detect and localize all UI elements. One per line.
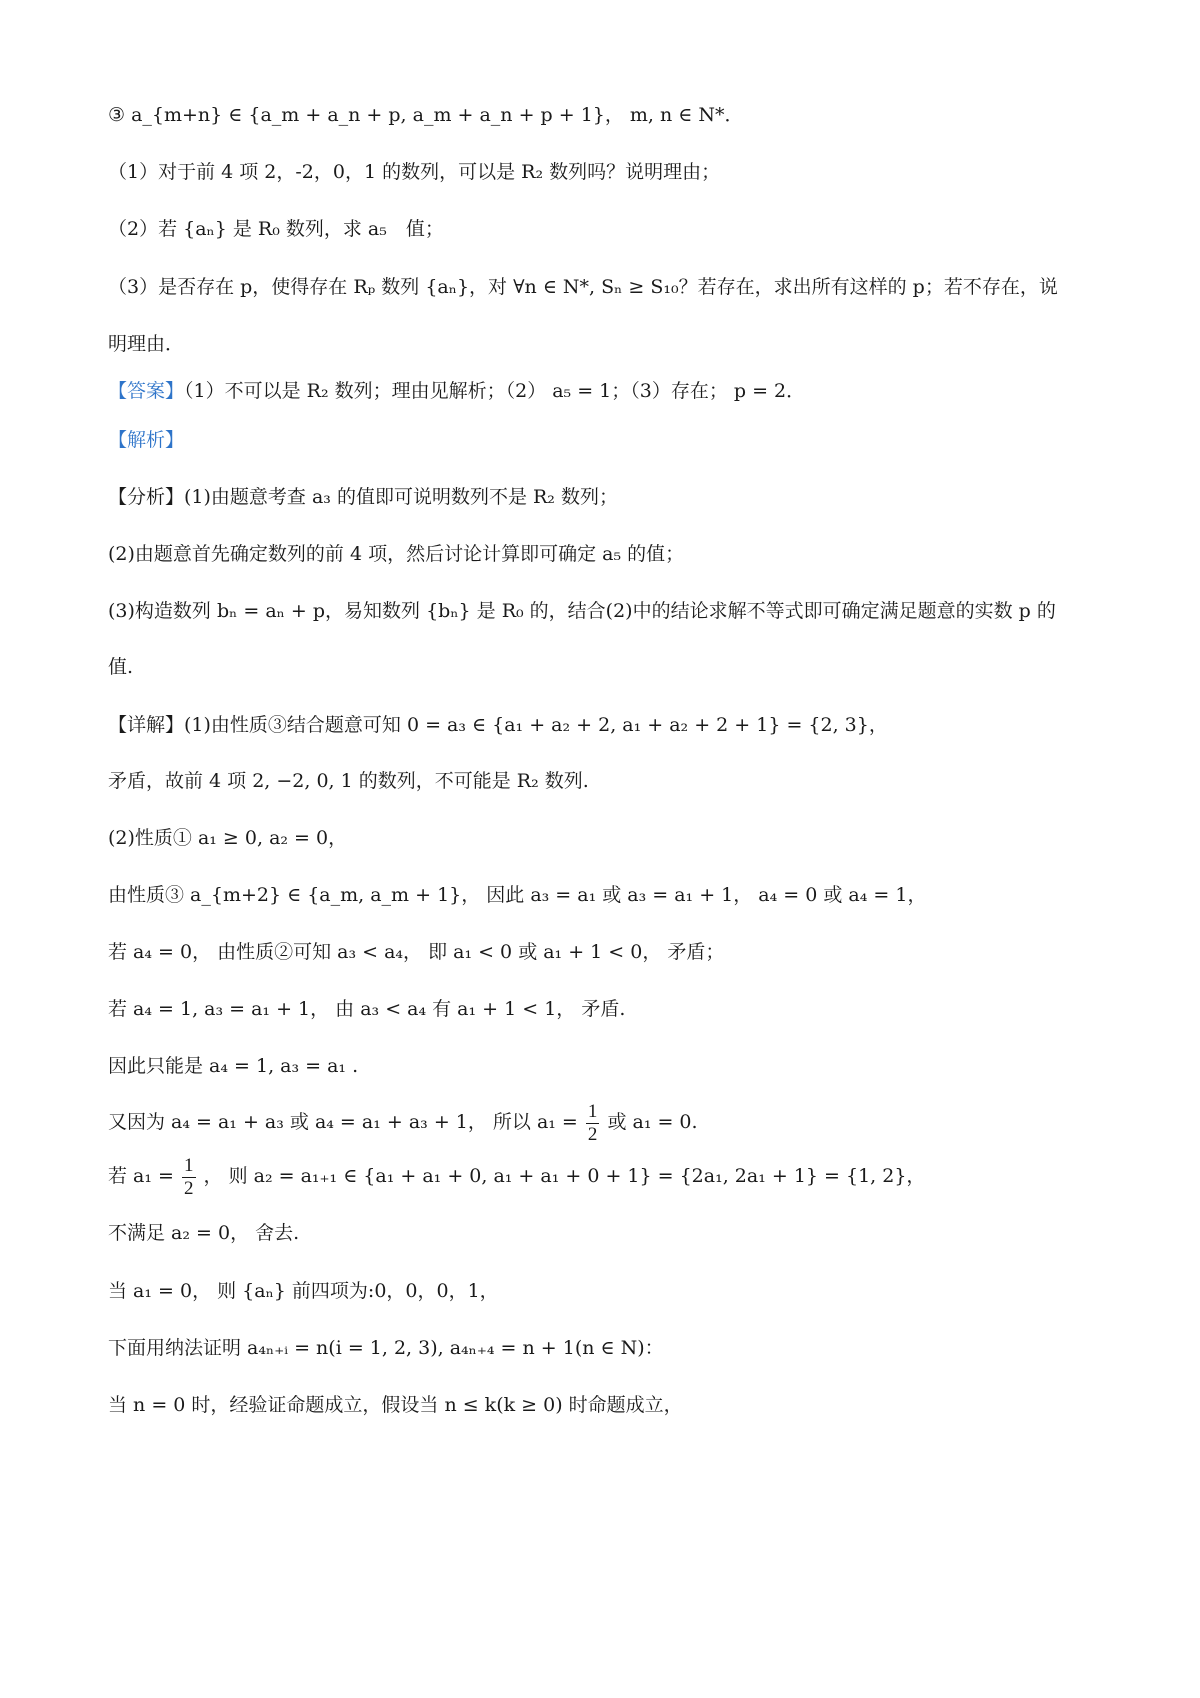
fraction-one-half bbox=[586, 1101, 600, 1146]
answer-line bbox=[108, 376, 1098, 406]
fraction-line-2-pre: 若 a₁ = bbox=[108, 1165, 174, 1187]
fraction-denominator-2: 2 bbox=[184, 1177, 194, 1199]
xiangjie-line-5: 若 a₄ = 0， 由性质②可知 a₃ < a₄， 即 a₁ < 0 或 a₁ + 1 < 0， 矛盾； bbox=[108, 941, 725, 963]
fraction-line-2 bbox=[108, 1150, 1098, 1202]
fenxi-line-1: 【分析】(1)由题意考查 a₃ 的值即可说明数列不是 R₂ 数列； bbox=[108, 486, 618, 508]
xiangjie-line-7: 因此只能是 a₄ = 1, a₃ = a₁ . bbox=[108, 1055, 359, 1077]
tail-line-2: 当 a₁ = 0， 则 {aₙ} 前四项为:0，0，0，1， bbox=[108, 1280, 499, 1302]
fenxi-line-2: (2)由题意首先确定数列的前 4 项，然后讨论计算即可确定 a₅ 的值； bbox=[108, 543, 685, 565]
fraction-line-1 bbox=[108, 1096, 1098, 1148]
question-2-line: （2）若 {aₙ} 是 R₀ 数列，求 a₅ 值； bbox=[108, 218, 444, 240]
xiangjie-line-1: 【详解】(1)由性质③结合题意可知 0 = a₃ ∈ {a₁ + a₂ + 2, a₁ + a₂ + 2 + 1} = {2, 3}， bbox=[108, 714, 888, 736]
condition-3-line: ③ a_{m+n} ∈ {a_m + a_n + p, a_m + a_n + p + 1}， m, n ∈ N*． bbox=[108, 104, 744, 126]
tail-line-3: 下面用纳法证明 a₄ₙ₊ᵢ = n(i = 1, 2, 3), a₄ₙ₊₄ = n + 1(n ∈ N)： bbox=[108, 1337, 664, 1359]
fraction-line-2-post: ， 则 a₂ = a₁₊₁ ∈ {a₁ + a₁ + 0, a₁ + a₁ + 0 + 1} = {2a₁, 2a₁ + 1} = {1, 2}， bbox=[203, 1165, 926, 1187]
question-3-continued: 明理由． bbox=[108, 333, 185, 355]
xiangjie-line-6: 若 a₄ = 1, a₃ = a₁ + 1， 由 a₃ < a₄ 有 a₁ + 1 < 1， 矛盾. bbox=[108, 998, 626, 1020]
fraction-denominator: 2 bbox=[587, 1123, 598, 1145]
fraction-numerator: 1 bbox=[587, 1100, 598, 1122]
fraction-one-half-2 bbox=[182, 1155, 196, 1200]
xiangjie-line-2: 矛盾，故前 4 项 2, −2, 0, 1 的数列，不可能是 R₂ 数列. bbox=[108, 770, 589, 792]
fraction-numerator-2: 1 bbox=[184, 1154, 194, 1176]
xiangjie-line-4: 由性质③ a_{m+2} ∈ {a_m, a_m + 1}， 因此 a₃ = a₁ 或 a₃ = a₁ + 1， a₄ = 0 或 a₄ = 1， bbox=[108, 884, 927, 906]
answer-text: （1）不可以是 R₂ 数列；理由见解析；（2） a₅ = 1；（3）存在； p = 2． bbox=[184, 380, 806, 402]
question-1-line: （1）对于前 4 项 2，-2，0，1 的数列，可以是 R₂ 数列吗？说明理由； bbox=[108, 161, 721, 183]
fenxi-line-3: (3)构造数列 bₙ = aₙ + p，易知数列 {bₙ} 是 R₀ 的，结合(2)中的结论求解不等式即可确定满足题意的实数 p 的 bbox=[108, 600, 1056, 622]
answer-tag: 【答案】 bbox=[108, 380, 185, 402]
tail-line-1: 不满足 a₂ = 0， 舍去. bbox=[108, 1222, 300, 1244]
analysis-tag: 【解析】 bbox=[108, 429, 185, 451]
question-3-line: （3）是否存在 p，使得存在 Rₚ 数列 {aₙ}，对 ∀n ∈ N*, Sₙ ≥ S₁₀？若存在，求出所有这样的 p；若不存在，说 bbox=[108, 276, 1058, 298]
fraction-line-1-post: 或 a₁ = 0. bbox=[607, 1111, 698, 1133]
fenxi-line-4: 值. bbox=[108, 656, 134, 678]
xiangjie-line-3: (2)性质① a₁ ≥ 0, a₂ = 0， bbox=[108, 827, 348, 849]
tail-line-4: 当 n = 0 时，经验证命题成立，假设当 n ≤ k(k ≥ 0) 时命题成立， bbox=[108, 1394, 683, 1416]
fraction-line-1-pre: 又因为 a₄ = a₁ + a₃ 或 a₄ = a₁ + a₃ + 1， 所以 a₁ = bbox=[108, 1111, 578, 1133]
